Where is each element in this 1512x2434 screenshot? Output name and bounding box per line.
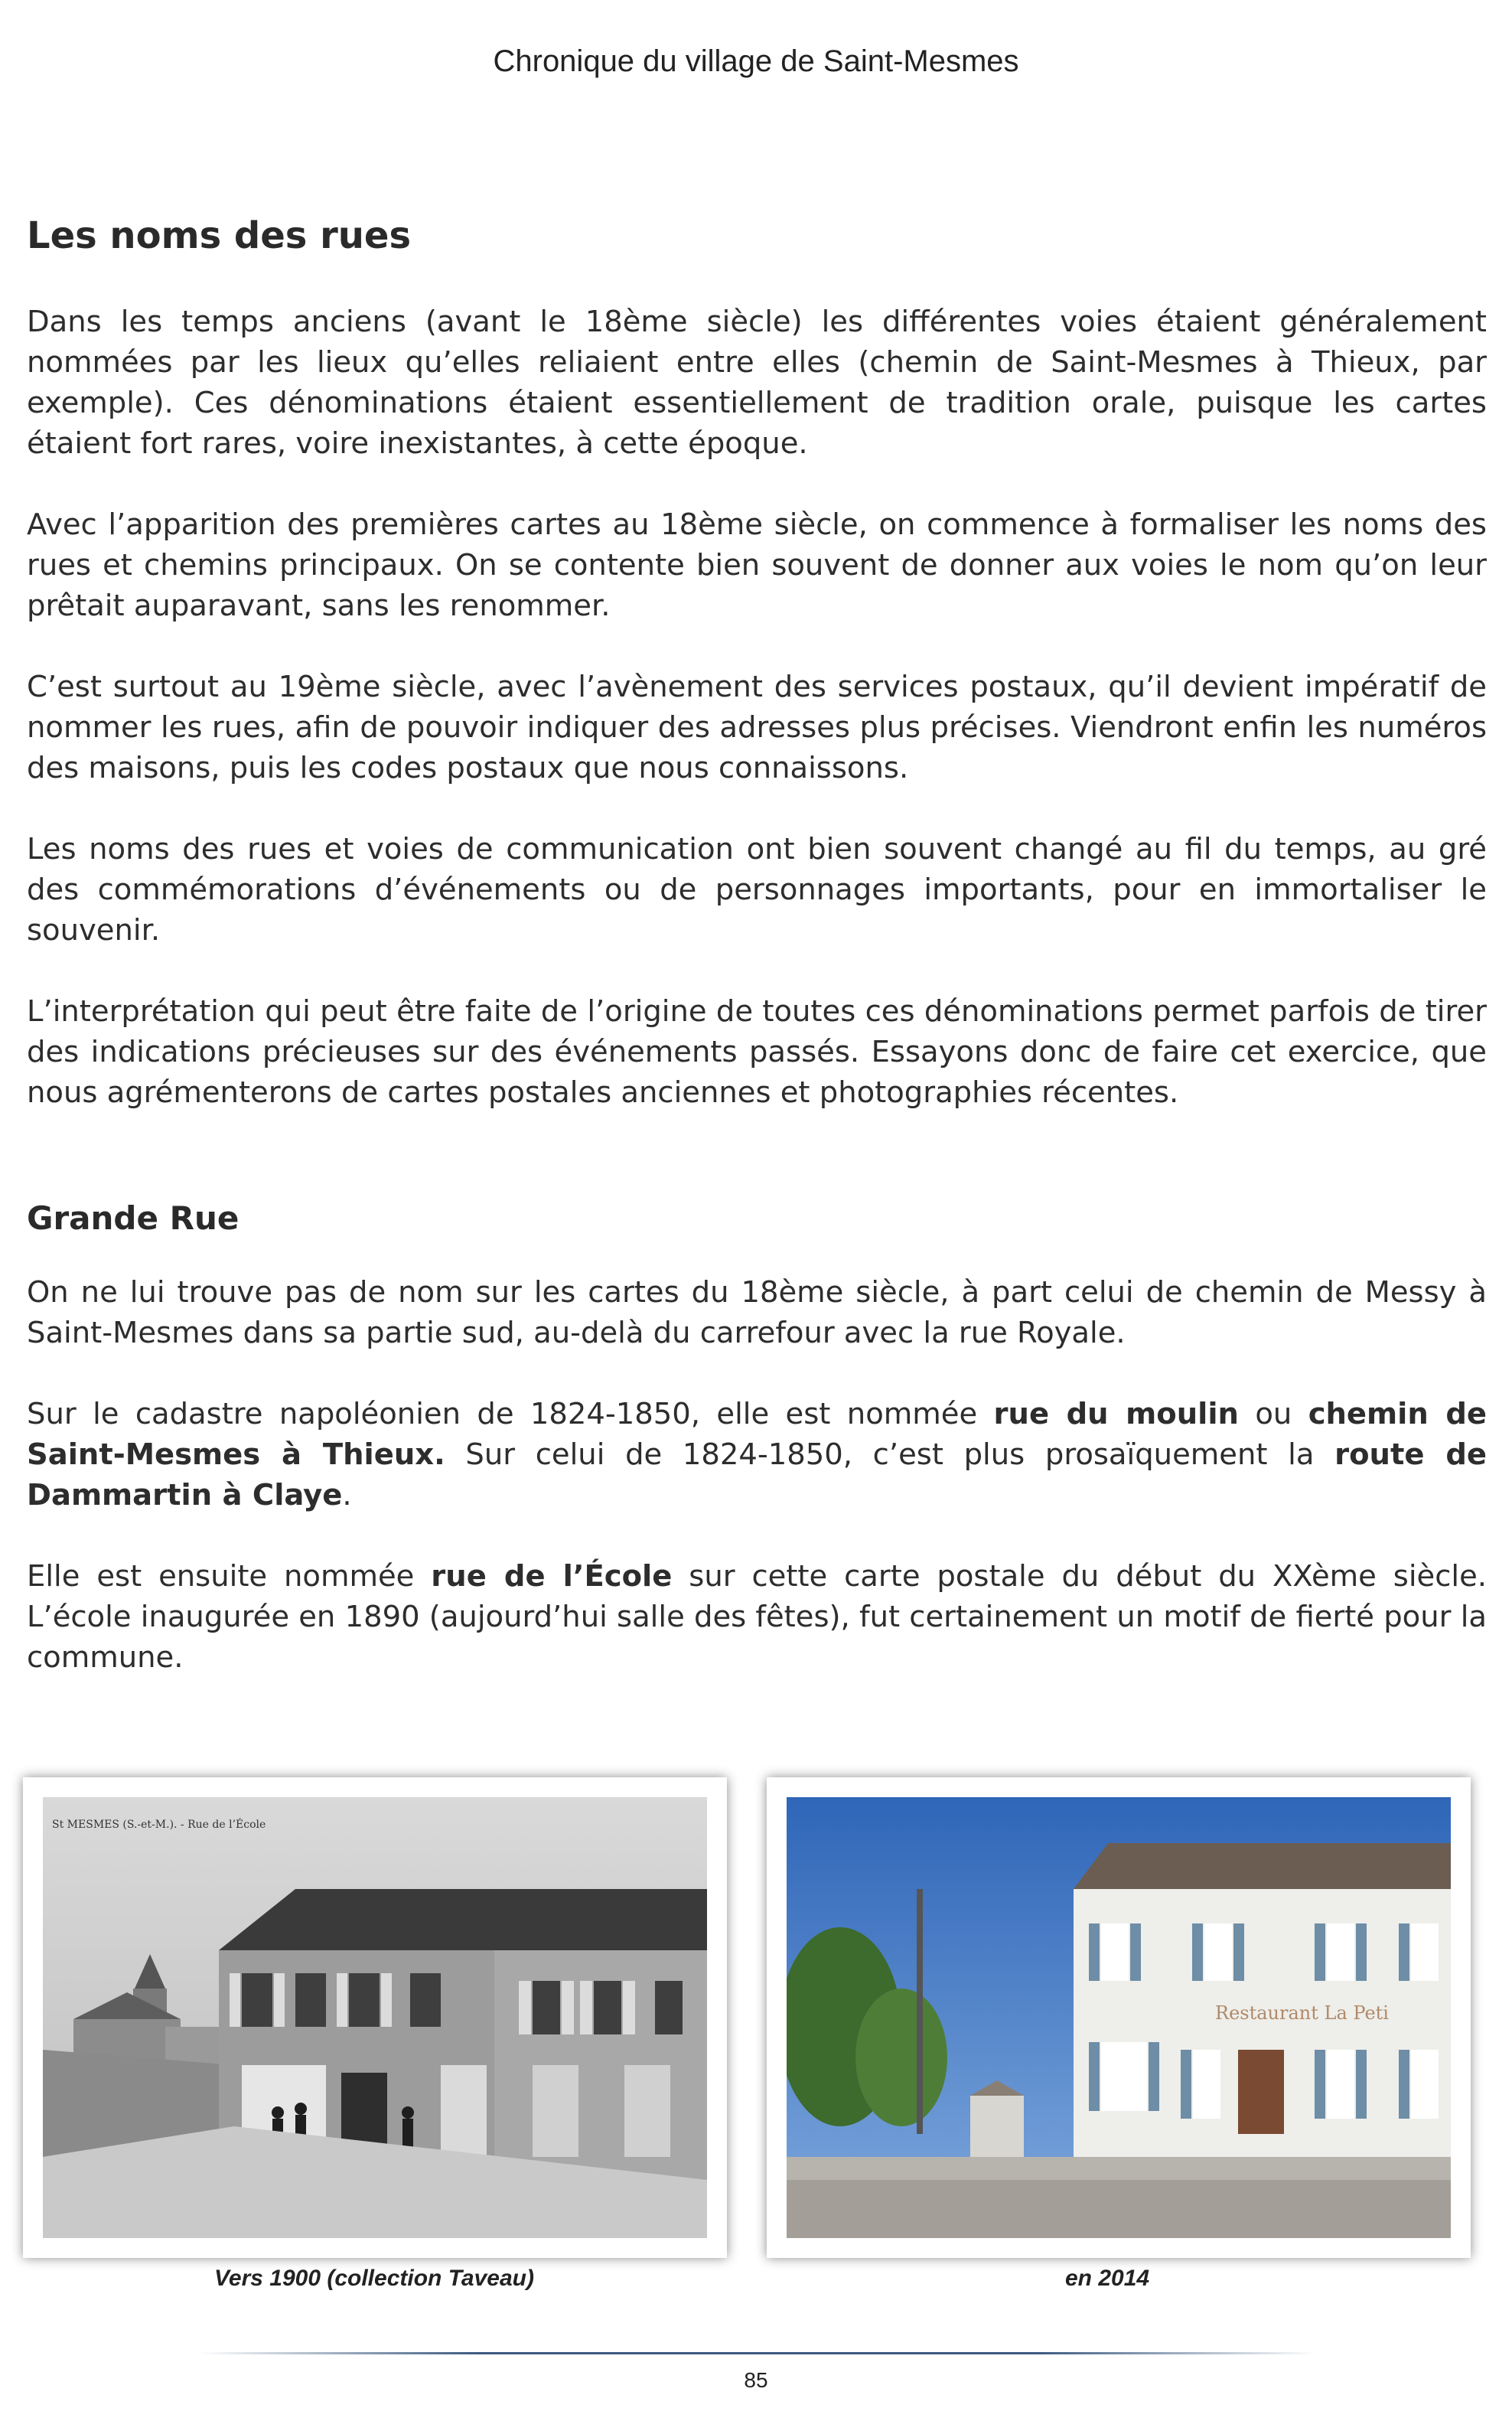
paragraph: L’interprétation qui peut être faite de l’origine de toutes ces dénominations permet parfois de tirer des indications précieuses sur des événements passés. Essayons donc de faire cet exercice, que nous agrémenterons de cartes postales anciennes et photographies récentes. <box>27 994 1487 1110</box>
old-postcard-photo <box>23 1777 727 2258</box>
street-name: chemin de Saint-Mesmes à Thieux. <box>27 1397 1488 1472</box>
photo-caption-right: en 2014 <box>1065 2266 1150 2291</box>
paragraph: Dans les temps anciens (avant le 18ème siècle) les différentes voies étaient généralement nommées par les lieux qu’elles reliaient entre elles (chemin de Saint-Mesmes à Thieux, par exemple). Ces dénominations étaient essentiellement de tradition orale, puisque les cartes étaient fort rares, voire inexistantes, à cette époque. <box>27 305 1487 461</box>
street-name: rue de l’École <box>431 1559 673 1594</box>
paragraph: C’est surtout au 19ème siècle, avec l’avènement des services postaux, qu’il devient impératif de nommer les rues, afin de pouvoir indiquer des adresses plus précises. Viendront enfin les numéros des maisons, puis les codes postaux que nous connaissons. <box>27 670 1487 785</box>
street-name: route de Dammartin à Claye <box>27 1437 1487 1512</box>
photo-pair <box>23 1777 1489 2267</box>
restaurant-sign: Restaurant La Peti <box>1215 2002 1389 2024</box>
main-content <box>27 214 1487 1718</box>
section-title: Les noms des rues <box>27 214 412 257</box>
paragraph: Elle est ensuite nommée rue de l’École sur cette carte postale du début du XXème siècle. L’école inaugurée en 1890 (aujourd’hui salle des fêtes), fut certainement un motif de fierté pour la commune. <box>27 1559 1488 1675</box>
subsection-title: Grande Rue <box>27 1199 240 1237</box>
running-header: Chronique du village de Saint-Mesmes <box>493 44 1019 78</box>
paragraph: On ne lui trouve pas de nom sur les cartes du 18ème siècle, à part celui de chemin de Messy à Saint-Mesmes dans sa partie sud, au-delà du carrefour avec la rue Royale. <box>27 1275 1487 1350</box>
street-name: rue du moulin <box>993 1397 1239 1431</box>
footer-divider <box>199 2352 1316 2354</box>
paragraph: Les noms des rues et voies de communication ont bien souvent changé au fil du temps, au gré des commémorations d’événements ou de personnages importants, pour en immortaliser le souvenir. <box>27 832 1487 948</box>
postcard-label: St MESMES (S.-et-M.). - Rue de l’École <box>52 1819 266 1831</box>
paragraph: Sur le cadastre napoléonien de 1824-1850, elle est nommée rue du moulin ou chemin de Saint-Mesmes à Thieux. Sur celui de 1824-1850, c’est plus prosaïquement la route de Dammartin à Claye. <box>27 1397 1488 1512</box>
page-number: 85 <box>744 2368 768 2392</box>
paragraph: Avec l’apparition des premières cartes au 18ème siècle, on commence à formaliser les noms des rues et chemins principaux. On se contente bien souvent de donner aux voies le nom qu’on leur prêtait auparavant, sans les renommer. <box>27 507 1487 623</box>
modern-photo <box>767 1777 1471 2258</box>
photo-caption-left: Vers 1900 (collection Taveau) <box>214 2266 534 2291</box>
